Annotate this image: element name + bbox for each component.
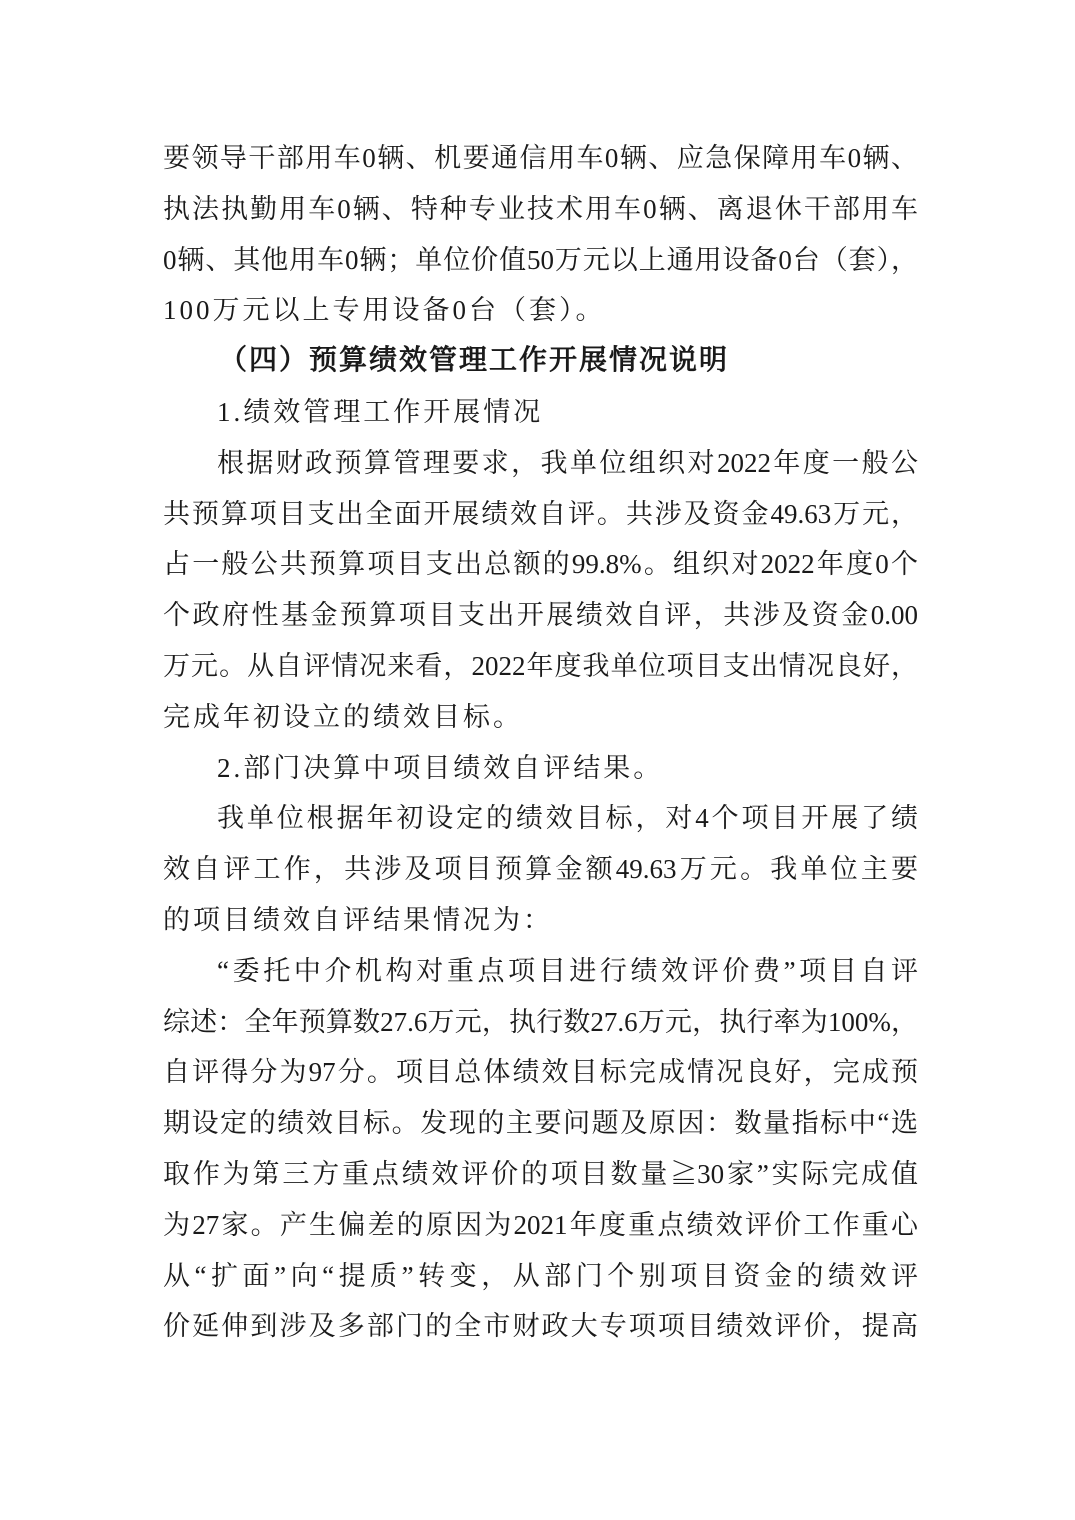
text-line: 占一般公共预算项目支出总额的99.8%。组织对2022年度0个 [163,549,918,580]
document-body [163,133,918,1352]
paragraph-performance-management [163,438,918,743]
text-line: 完成年初设立的绩效目标。 [163,701,523,732]
text-line: 为27家。产生偏差的原因为2021年度重点绩效评价工作重心 [163,1209,918,1240]
text-line: 取作为第三方重点绩效评价的项目数量≧30家”实际完成值 [163,1158,918,1189]
subsection-heading-2 [163,743,918,794]
text-line: 个政府性基金预算项目支出开展绩效自评，共涉及资金0.00 [163,600,918,631]
text-line: 价延伸到涉及多部门的全市财政大专项项目绩效评价，提高 [163,1311,918,1342]
text-line: 0辆、其他用车0辆；单位价值50万元以上通用设备0台（套）， [163,244,918,275]
paragraph-project-evaluation-detail [163,946,918,1352]
text-line: 100万元以上专用设备0台（套）。 [163,295,606,326]
text-line: 从“扩面”向“提质”转变，从部门个别项目资金的绩效评 [163,1260,918,1291]
subsection-heading-1 [163,387,918,438]
text-line: 万元。从自评情况来看，2022年度我单位项目支出情况良好， [163,650,918,681]
text-line: 共预算项目支出全面开展绩效自评。共涉及资金49.63万元， [163,498,918,529]
text-line: 期设定的绩效目标。发现的主要问题及原因：数量指标中“选 [163,1108,918,1139]
text-line: 执法执勤用车0辆、特种专业技术用车0辆、离退休干部用车 [163,193,918,224]
text-line: 我单位根据年初设定的绩效目标，对4个项目开展了绩 [217,803,918,834]
text-line: 2.部门决算中项目绩效自评结果。 [217,752,664,783]
text-line: 要领导干部用车0辆、机要通信用车0辆、应急保障用车0辆、 [163,143,918,173]
text-line: 效自评工作，共涉及项目预算金额49.63万元。我单位主要 [163,854,918,885]
text-line: 自评得分为97分。项目总体绩效目标完成情况良好，完成预 [163,1057,918,1088]
text-line: 的项目绩效自评结果情况为： [163,904,553,935]
text-line: “委托中介机构对重点项目进行绩效评价费”项目自评 [217,955,918,986]
text-line: 1.绩效管理工作开展情况 [217,396,544,427]
text-line: 根据财政预算管理要求，我单位组织对2022年度一般公 [217,447,918,478]
text-line: 综述：全年预算数27.6万元，执行数27.6万元，执行率为100%， [163,1006,918,1037]
paragraph-self-evaluation-summary [163,793,918,945]
text-line: （四）预算绩效管理工作开展情况说明 [219,345,730,377]
carryover-paragraph-vehicles-equipment [163,133,918,336]
section-heading-4 [163,336,918,387]
